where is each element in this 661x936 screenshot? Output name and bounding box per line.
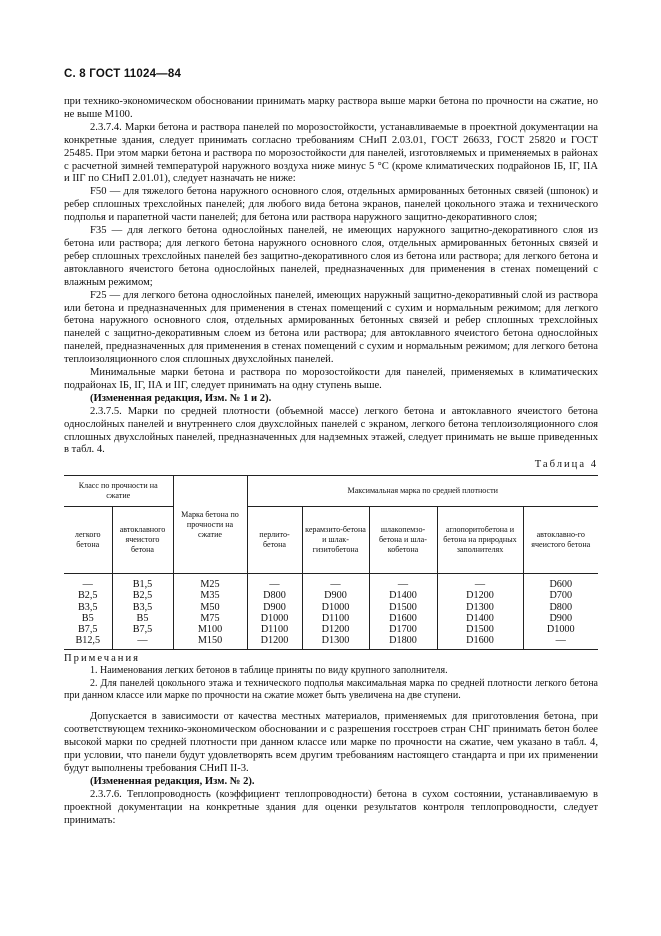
- table-cell: M25: [173, 574, 247, 591]
- table-cell: D1300: [437, 602, 523, 613]
- table-cell: D700: [523, 590, 598, 601]
- subheader-class-0: легкого бетона: [64, 507, 112, 574]
- table-cell: B5: [64, 613, 112, 624]
- paragraph-p4: F35 — для легкого бетона однослойных панелей, не имеющих наружного защитно-декоративного слоя из бетона или раствора; для легкого бетона наружного основного слоя, отдельных армированных бетонных связей и ребер сплошных трехслойных панелей без защитно-декоративного слоя из бетона или раствора; для легкого бетона и автоклавного ячеистого бетона однослойных панелей, предназначенных для применения в стенах помещений с влажным режимом;: [64, 225, 598, 288]
- table-cell: D1200: [247, 635, 302, 649]
- table-subheader-row: [64, 507, 598, 574]
- table-cell: D1200: [437, 590, 523, 601]
- table-row: [64, 613, 598, 624]
- table-header-row: [64, 476, 598, 507]
- table-cell: D800: [523, 602, 598, 613]
- table-cell: D1100: [302, 613, 369, 624]
- table-cell: D1700: [369, 624, 437, 635]
- table-cell: D1400: [369, 590, 437, 601]
- table-cell: —: [64, 574, 112, 591]
- table-row: [64, 574, 598, 591]
- table-cell: D1300: [302, 635, 369, 649]
- table-row: [64, 602, 598, 613]
- paragraphs-after-table: [64, 711, 598, 827]
- table-cell: B12,5: [64, 635, 112, 649]
- subheader-density-2: шлакопемзо-бетона и шла-кобетона: [369, 507, 437, 574]
- table-cell: B2,5: [64, 590, 112, 601]
- header-strength-class: Класс по прочности на сжатие: [64, 476, 173, 507]
- note-item: 2. Для панелей цокольного этажа и технического подполья максимальная марка по средней плотности легкого бетона при данном классе или марке по прочности на сжатие может быть увеличена на две ступени.: [64, 677, 598, 701]
- table-row: [64, 624, 598, 635]
- header-grade: Марка бетона по прочности на сжатие: [173, 476, 247, 574]
- table-body: [64, 574, 598, 649]
- table-cell: M100: [173, 624, 247, 635]
- subheader-density-0: перлито-бетона: [247, 507, 302, 574]
- table-cell: —: [523, 635, 598, 649]
- header-max-density: Максимальная марка по средней плотности: [247, 476, 598, 507]
- paragraph-p11: 2.3.7.6. Теплопроводность (коэффициент теплопроводности) бетона в сухом состоянии, устанавливаемую в проектной документации на конкретные здания для оценки результатов контроля теплопроводности, следует принимать:: [64, 788, 598, 826]
- paragraph-p7: (Измененная редакция, Изм. № 1 и 2).: [90, 392, 272, 404]
- table-cell: D1200: [302, 624, 369, 635]
- paragraph-p10: (Измененная редакция, Изм. № 2).: [90, 775, 255, 787]
- paragraph-p8: 2.3.7.5. Марки по средней плотности (объемной массе) легкого бетона и автоклавного ячеистого бетона однослойных панелей и внутреннего слоя двухслойных панелей с экраном, легкого бетона теплоизоляционного слоя сплошных двухслойных панелей, предназначенных для надземных этажей, следует принимать не выше приведенных в табл. 4.: [64, 405, 598, 456]
- subheader-class-1: автоклавного ячеистого бетона: [112, 507, 173, 574]
- table-cell: B7,5: [64, 624, 112, 635]
- paragraph-p5: F25 — для легкого бетона однослойных панелей, имеющих наружный защитно-декоративный слой из раствора или бетона и предназначенных для применения в стенах помещений с сухим и нормальным режимом; для легкого бетона наружного основного слоя, отдельных армированных бетонных связей и ребер сплошных трехслойных панелей с защитно-декоративным слоем из бетона или раствора; для автоклавного ячеистого бетона однослойных панелей, предназначенных для применения в стенах помещений с сухим и нормальным режимом; для легкого бетона теплоизоляционного слоя сплошных двухслойных панелей.: [64, 289, 598, 366]
- table-cell: D600: [523, 574, 598, 591]
- table-cell: M35: [173, 590, 247, 601]
- table-caption: Таблица 4: [534, 459, 598, 471]
- subheader-density-1: керамзито-бетона и шлак-гизитобетона: [302, 507, 369, 574]
- table-cell: D900: [302, 590, 369, 601]
- table-4: [64, 475, 598, 649]
- table-cell: —: [437, 574, 523, 591]
- table-cell: —: [112, 635, 173, 649]
- table-cell: B3,5: [112, 602, 173, 613]
- table-cell: D1800: [369, 635, 437, 649]
- notes-title: Примечания: [64, 652, 140, 664]
- note-item: 1. Наименования легких бетонов в таблице приняты по виду крупного заполнителя.: [90, 665, 448, 677]
- table-cell: —: [369, 574, 437, 591]
- table-cell: —: [302, 574, 369, 591]
- paragraphs-before-table: [64, 96, 598, 457]
- table-cell: M75: [173, 613, 247, 624]
- table-cell: B7,5: [112, 624, 173, 635]
- paragraph-p2: 2.3.7.4. Марки бетона и раствора панелей по морозостойкости, устанавливаемые в проектной документации на конкретные здания, следует принимать согласно требованиям СНиП 2.03.01, ГОСТ 26633, ГОСТ 25820 и ГОСТ 25485. При этом марки бетона и раствора по морозостойкости для панелей, изготовляемых и применяемых в районах с расчетной зимней температурой наружного воздуха ниже минус 5 °С (кроме климатических подрайонов IБ, IГ, IIА и IIГ по СНиП 2.01.01), следует назначать не ниже:: [64, 121, 598, 185]
- paragraph-p9: Допускается в зависимости от качества местных материалов, применяемых для приготовления бетона, при соответствующем технико-экономическом обосновании и с разрешения госстроев стран СНГ принимать бетон более высокой марки по средней плотности при данном классе или марке по прочности на сжатие, чем указано в табл. 4, при условии, что панели будут удовлетворять всем другим требованиям настоящего стандарта и при их применении будут выполнены требования СНиП II-3.: [64, 711, 598, 774]
- body-text: [64, 96, 598, 827]
- table-cell: D1000: [302, 602, 369, 613]
- table-cell: B3,5: [64, 602, 112, 613]
- table-row: [64, 635, 598, 649]
- paragraph-p6: Минимальные марки бетона и раствора по морозостойкости для панелей, применяемых в климатических подрайонах IБ, IГ, IIА и IIГ, следует принимать на одну ступень выше.: [64, 367, 598, 391]
- page-header: С. 8 ГОСТ 11024—84: [64, 68, 182, 80]
- subheader-density-4: автоклавно-го ячеистого бетона: [523, 507, 598, 574]
- table-cell: M150: [173, 635, 247, 649]
- table-cell: B2,5: [112, 590, 173, 601]
- table-cell: —: [247, 574, 302, 591]
- table-cell: D1100: [247, 624, 302, 635]
- subheader-density-3: аглопоритобетона и бетона на природных заполнителях: [437, 507, 523, 574]
- table-cell: D1500: [369, 602, 437, 613]
- table-cell: D800: [247, 590, 302, 601]
- table-row: [64, 590, 598, 601]
- table-cell: D1000: [523, 624, 598, 635]
- spacer: [64, 702, 598, 711]
- table-cell: D1600: [369, 613, 437, 624]
- paragraph-p1: при технико-экономическом обосновании принимать марку раствора выше марки бетона по прочности на сжатие, но не выше М100.: [64, 96, 598, 120]
- table-cell: D1500: [437, 624, 523, 635]
- table-cell: B1,5: [112, 574, 173, 591]
- table-cell: D1400: [437, 613, 523, 624]
- table-cell: D1000: [247, 613, 302, 624]
- table-cell: M50: [173, 602, 247, 613]
- table-cell: B5: [112, 613, 173, 624]
- paragraph-p3: F50 — для тяжелого бетона наружного основного слоя, отдельных армированных бетонных связей (шпонок) и ребер сплошных трехслойных панелей; для любого вида бетона экранов, панелей цокольного этажа и технического подполья и парапетной части панелей; для бетона или раствора наружного защитно-декоративного слоя;: [64, 186, 598, 224]
- table-cell: D900: [247, 602, 302, 613]
- table-cell: D900: [523, 613, 598, 624]
- table-cell: D1600: [437, 635, 523, 649]
- notes-list: [64, 665, 598, 702]
